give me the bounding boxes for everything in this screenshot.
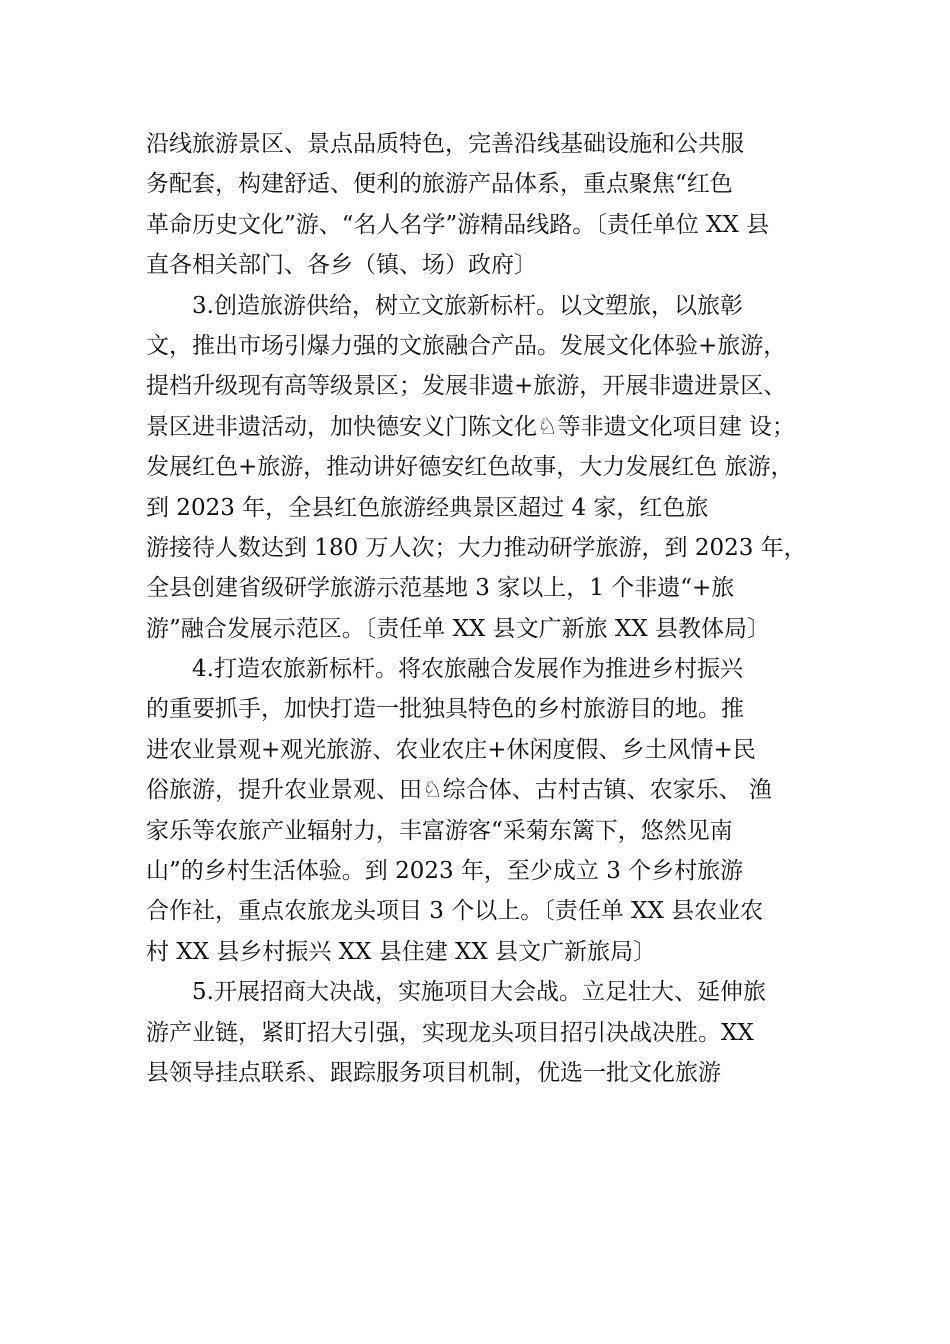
text-line: 革命历史文化”游、“名人名学”游精品线路。〔责任单位 XX 县 xyxy=(146,211,770,238)
text-line: 沿线旅游景区、景点品质特色，完善沿线基础设施和公共服 xyxy=(146,131,744,157)
text-line: 全县创建省级研学旅游示范基地 3 家以上，1 个非遗“+旅 xyxy=(146,575,735,602)
text-line: 发展红色+旅游，推动讲好德安红色故事，大力发展红色 旅游， xyxy=(146,454,794,481)
text-line: 景区进非遗活动，加快德安义门陈文化♘等非遗文化项目建 设； xyxy=(146,413,795,440)
text-line: 4.打造农旅新标杆。将农旅融合发展作为推进乡村振兴 xyxy=(146,656,743,683)
text-line: 俗旅游，提升农业景观、田♘综合体、古村古镇、农家乐、 渔 xyxy=(146,777,772,804)
text-line: 进农业景观+观光旅游、农业农庄+休闲度假、乡土风情+民 xyxy=(146,736,756,763)
text-line: 村 XX 县乡村振兴 XX 县住建 XX 县文广新旅局〕 xyxy=(146,938,657,965)
text-line: 5.开展招商大决战，实施项目大会战。立足壮大、延伸旅 xyxy=(146,979,766,1006)
text-line: 游接待人数达到 180 万人次；大力推动研学旅游，到 2023 年， xyxy=(146,534,807,561)
text-line: 合作社，重点农旅龙头项目 3 个以上。〔责任单 XX 县农业农 xyxy=(146,898,764,925)
text-line: 3.创造旅游供给，树立文旅新标杆。以文塑旅，以旅彰 xyxy=(146,292,743,319)
text-line: 县领导挂点联系、跟踪服务项目机制，优选一批文化旅游 xyxy=(146,1059,721,1086)
text-line: 提档升级现有高等级景区；发展非遗+旅游，开展非遗进景区、 xyxy=(146,373,787,400)
text-line: 游”融合发展示范区。〔责任单 XX 县文广新旅 XX 县教体局〕 xyxy=(146,615,770,642)
text-line: 文，推出市场引爆力强的文旅融合产品。发展文化体验+旅游， xyxy=(146,332,787,359)
text-line: 到 2023 年，全县红色旅游经典景区超过 4 家，红色旅 xyxy=(146,494,709,521)
text-line: 直各相关部门、各乡（镇、场）政府〕 xyxy=(146,252,537,279)
text-line: 务配套，构建舒适、便利的旅游产品体系，重点聚焦“红色 xyxy=(146,171,733,198)
document-body xyxy=(146,124,846,1093)
text-line: 山”的乡村生活体验。到 2023 年，至少成立 3 个乡村旅游 xyxy=(146,858,744,885)
text-line: 家乐等农旅产业辐射力，丰富游客“采菊东篱下，悠然见南 xyxy=(146,817,733,844)
text-line: 的重要抓手，加快打造一批独具特色的乡村旅游目的地。推 xyxy=(146,696,744,723)
text-line: 游产业链，紧盯招大引强，实现龙头项目招引决战决胜。XX xyxy=(146,1019,754,1046)
